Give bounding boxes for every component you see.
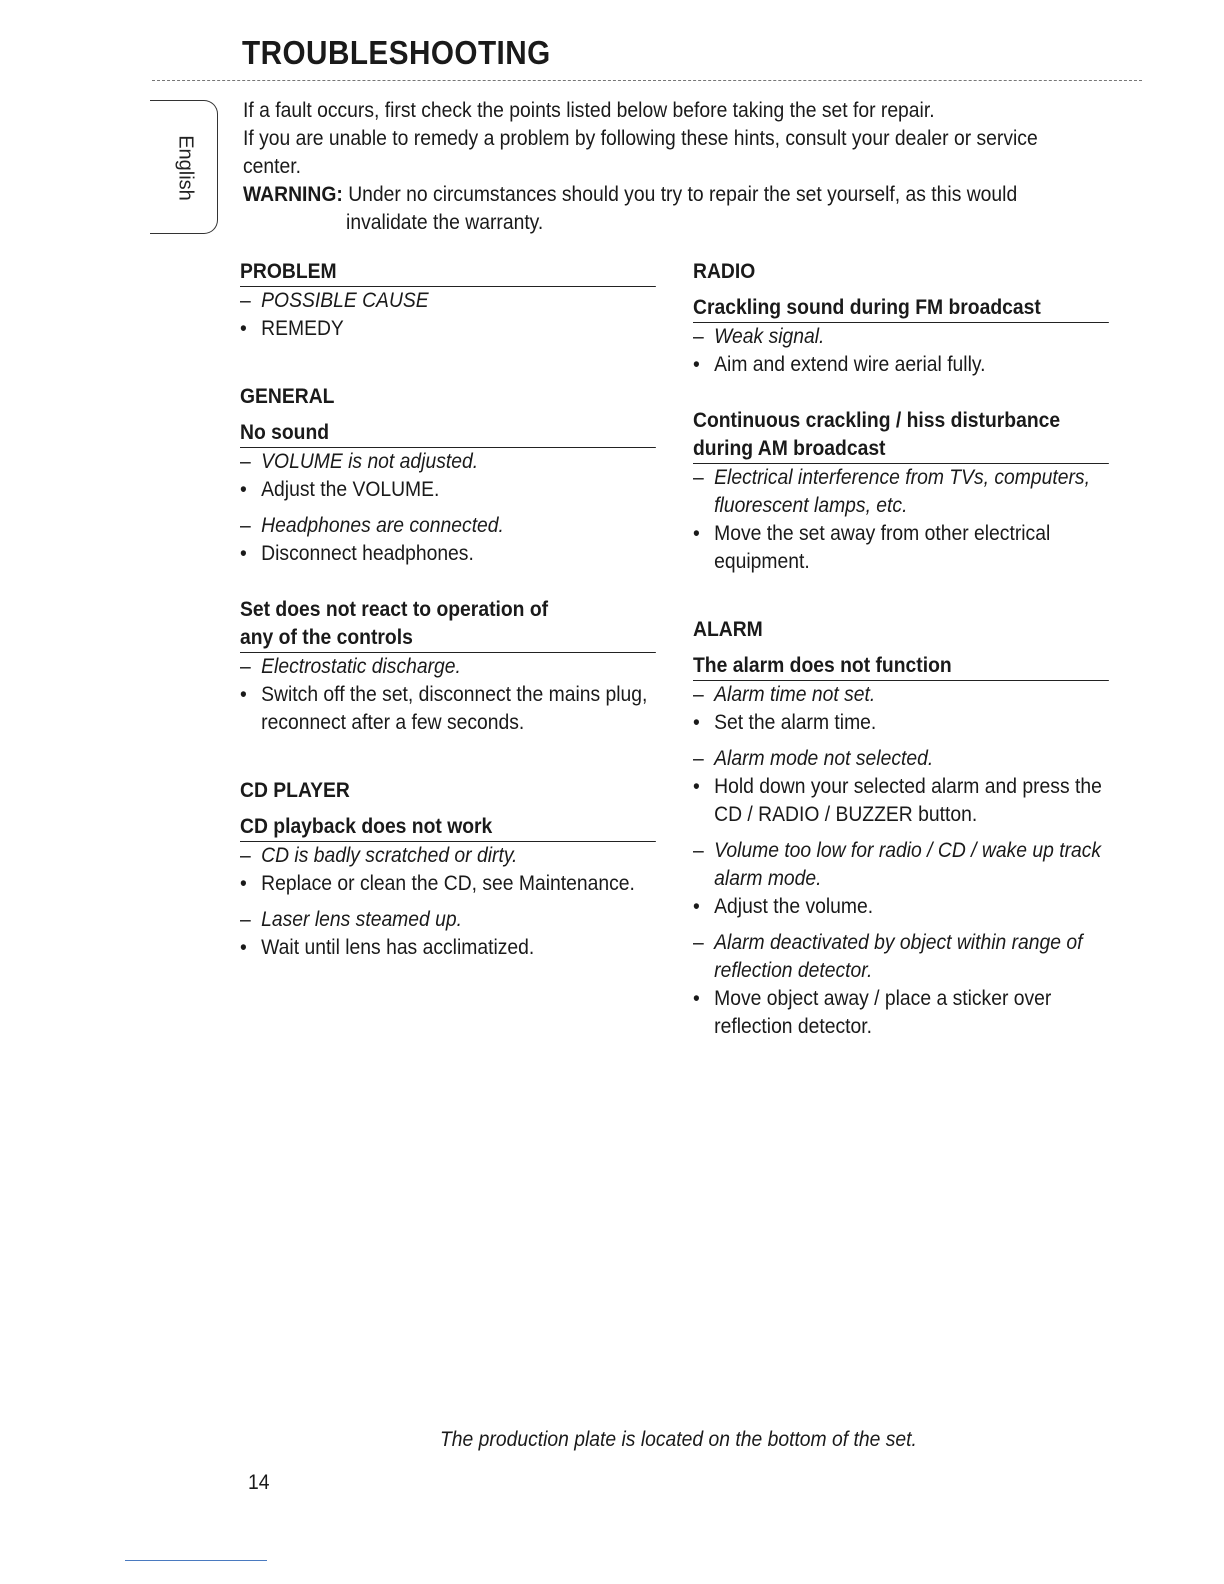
possible-cause: – Alarm time not set.	[693, 683, 876, 706]
remedy: • Hold down your selected alarm and press the CD / RADIO / BUZZER button.	[693, 775, 1102, 826]
possible-cause: – VOLUME is not adjusted.	[240, 450, 479, 473]
possible-cause: – Electrostatic discharge.	[240, 655, 461, 678]
title-divider	[152, 80, 1142, 81]
problem-title: The alarm does not function	[693, 652, 1109, 681]
section-heading-alarm: ALARM	[693, 618, 763, 641]
remedy: • Adjust the volume.	[693, 895, 874, 918]
production-plate-note: The production plate is located on the bottom of the set.	[440, 1428, 917, 1451]
problem-title-line-2: any of the controls	[240, 624, 656, 653]
remedy: • Disconnect headphones.	[240, 542, 474, 565]
possible-cause: – Electrical interference from TVs, computers, fluorescent lamps, etc.	[693, 466, 1090, 517]
problem-title: Crackling sound during FM broadcast	[693, 294, 1109, 323]
remedy: • Move the set away from other electrical equipment.	[693, 522, 1051, 573]
possible-cause: – Headphones are connected.	[240, 514, 504, 537]
warning-text-2: invalidate the warranty.	[346, 211, 544, 234]
problem-block-am	[693, 407, 1109, 576]
remedy: • Set the alarm time.	[693, 711, 877, 734]
problem-block-no-react	[240, 596, 656, 737]
section-heading-radio: RADIO	[693, 260, 756, 283]
possible-cause: – Laser lens steamed up.	[240, 908, 462, 931]
problem-title-line-1: Set does not react to operation of	[240, 598, 549, 621]
right-column	[693, 258, 1109, 1069]
problem-title-line-1: Continuous crackling / hiss disturbance	[693, 409, 1061, 432]
legend-problem: PROBLEM	[240, 258, 656, 287]
possible-cause: – Alarm deactivated by object within range of reflection detector.	[693, 931, 1083, 982]
possible-cause: – CD is badly scratched or dirty.	[240, 844, 518, 867]
possible-cause: – Alarm mode not selected.	[693, 747, 934, 770]
left-column	[240, 258, 656, 990]
remedy: • Adjust the VOLUME.	[240, 478, 440, 501]
legend-block	[240, 258, 656, 343]
language-tab-label: English	[174, 135, 197, 201]
problem-block-no-sound	[240, 419, 656, 568]
bottom-rule	[125, 1560, 267, 1561]
problem-block-alarm	[693, 652, 1109, 1041]
problem-title: No sound	[240, 419, 656, 448]
remedy: • Move object away / place a sticker over reflection detector.	[693, 987, 1052, 1038]
legend-remedy: • REMEDY	[240, 317, 344, 340]
remedy: • Aim and extend wire aerial fully.	[693, 353, 986, 376]
remedy: • Wait until lens has acclimatized.	[240, 936, 535, 959]
warning-label: WARNING:	[243, 183, 343, 206]
section-heading-general: GENERAL	[240, 385, 335, 408]
intro-line-2: If you are unable to remedy a problem by following these hints, consult your dealer or service center.	[243, 127, 1038, 178]
legend-cause: – POSSIBLE CAUSE	[240, 289, 429, 312]
page-title: TROUBLESHOOTING	[242, 34, 551, 71]
intro-section	[243, 97, 1053, 237]
warning-paragraph	[243, 181, 1053, 237]
intro-line-1: If a fault occurs, first check the points listed below before taking the set for repair.	[243, 99, 935, 122]
warning-text-1: Under no circumstances should you try to repair the set yourself, as this would	[348, 183, 1018, 206]
remedy: • Replace or clean the CD, see Maintenance.	[240, 872, 635, 895]
problem-title-line-2: during AM broadcast	[693, 435, 1109, 464]
problem-block-fm	[693, 294, 1109, 379]
problem-block-cd-playback	[240, 813, 656, 962]
possible-cause: – Volume too low for radio / CD / wake up track alarm mode.	[693, 839, 1102, 890]
possible-cause: – Weak signal.	[693, 325, 825, 348]
remedy: • Switch off the set, disconnect the mains plug, reconnect after a few seconds.	[240, 683, 648, 734]
page-number: 14	[248, 1471, 270, 1494]
section-heading-cd-player: CD PLAYER	[240, 779, 350, 802]
problem-title: CD playback does not work	[240, 813, 656, 842]
